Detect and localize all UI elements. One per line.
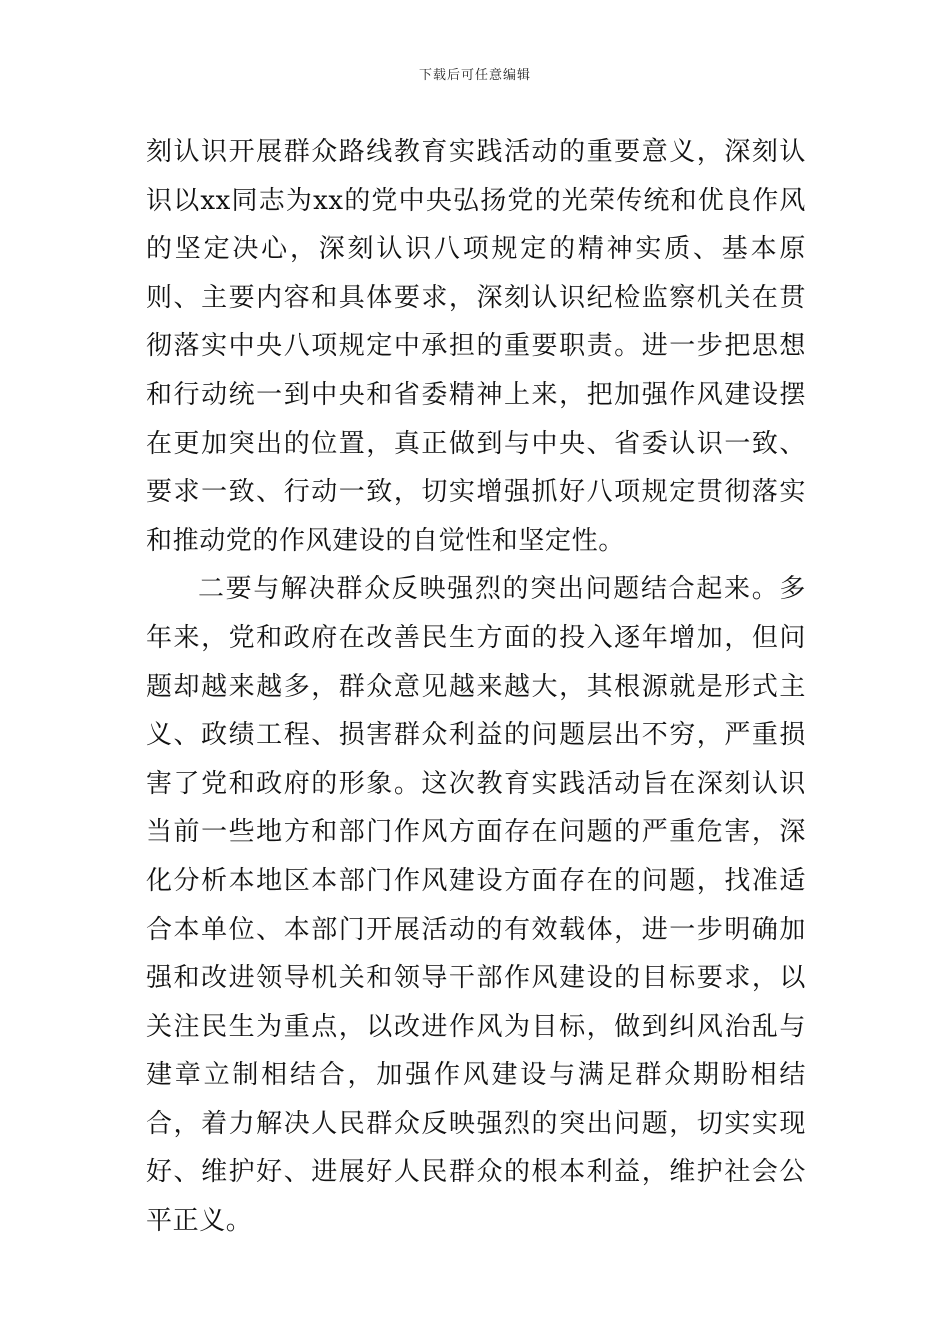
document-body (146, 128, 806, 1246)
paragraph-continued: 刻认识开展群众路线教育实践活动的重要意义，深刻认识以xx同志为xx的党中央弘扬党的光荣传统和优良作风的坚定决心，深刻认识八项规定的精神实质、基本原则、主要内容和具体要求，深刻认识纪检监察机关在贯彻落实中央八项规定中承担的重要职责。进一步把思想和行动统一到中央和省委精神上来，把加强作风建设摆在更加突出的位置，真正做到与中央、省委认识一致、要求一致、行动一致，切实增强抓好八项规定贯彻落实和推动党的作风建设的自觉性和坚定性。 (146, 137, 806, 556)
paragraph-two: 二要与解决群众反映强烈的突出问题结合起来。多年来，党和政府在改善民生方面的投入逐年增加，但问题却越来越多，群众意见越来越大，其根源就是形式主义、政绩工程、损害群众利益的问题层出不穷，严重损害了党和政府的形象。这次教育实践活动旨在深刻认识当前一些地方和部门作风方面存在问题的严重危害，深化分析本地区本部门作风建设方面存在的问题，找准适合本单位、本部门开展活动的有效载体，进一步明确加强和改进领导机关和领导干部作风建设的目标要求，以关注民生为重点，以改进作风为目标，做到纠风治乱与建章立制相结合，加强作风建设与满足群众期盼相结合，着力解决人民群众反映强烈的突出问题，切实实现好、维护好、进展好人民群众的根本利益，维护社会公平正义。 (146, 574, 806, 1237)
page-header: 下载后可任意编辑 (418, 68, 531, 83)
